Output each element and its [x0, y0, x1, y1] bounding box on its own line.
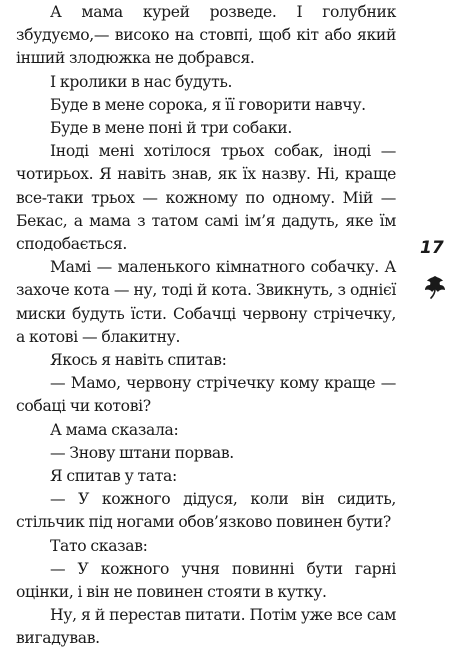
leaf-icon — [423, 274, 447, 300]
paragraph: — У кожного дідуся, коли він сидить, стільчик під ногами обов’язково повинен бути? — [16, 490, 396, 532]
paragraph: Буде в мене поні й три собаки. — [50, 119, 292, 138]
body-text — [16, 1, 396, 651]
paragraph: Ну, я й перестав питати. Потім уже все сам вигадував. — [16, 606, 396, 648]
paragraph: — Знову штани порвав. — [50, 443, 234, 462]
paragraph: — У кожного учня повинні бути гарні оцінки, і він не повинен стояти в кутку. — [16, 559, 396, 602]
paragraph: Я спитав у тата: — [50, 467, 177, 486]
paragraph: Іноді мені хотілося трьох собак, іноді — чотирьох. Я навіть знав, як їх назву. Ні, краще все-таки трьох — кожному по одному. Мій — Бекас, а мама з татом самі ім’я дадуть, яке їм сподобається. — [16, 142, 396, 254]
paragraph: А мама курей розведе. І голубник збудуємо,— високо на стовпі, щоб кіт або який інший злодюжка не добрався. — [16, 3, 396, 68]
paragraph: — Мамо, червону стрічечку кому краще — собаці чи котові? — [16, 374, 396, 416]
paragraph: Якось я навіть спитав: — [50, 351, 227, 370]
paragraph: Мамі — маленького кімнатного собачку. А захоче кота — ну, тоді й кота. Звикнуть, з однієї миски будуть їсти. Собачці червону стрічечку, а котові — блакитну. — [16, 258, 396, 346]
page-number: 17 — [420, 238, 444, 258]
paragraph: Буде в мене сорока, я її говорити навчу. — [50, 95, 366, 114]
paragraph: А мама сказала: — [50, 420, 179, 439]
paragraph: Тато сказав: — [50, 536, 148, 555]
paragraph: І кролики в нас будуть. — [50, 72, 233, 91]
